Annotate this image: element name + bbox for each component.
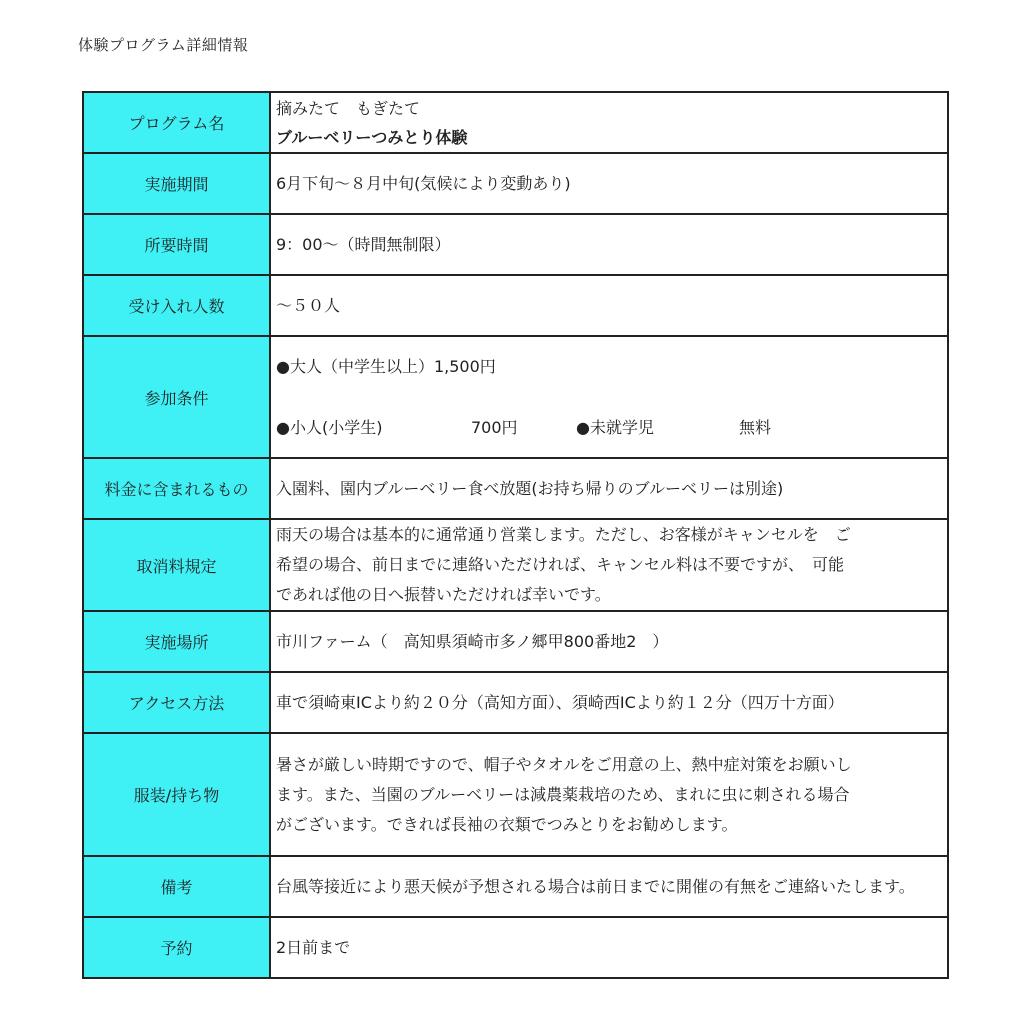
page-title: 体験プログラム詳細情報 bbox=[78, 36, 249, 54]
table-row bbox=[83, 611, 948, 672]
row-value: 6月下旬〜８月中旬(気候により変動あり) bbox=[270, 153, 948, 214]
row-label: 実施場所 bbox=[83, 611, 270, 672]
row-label: 取消料規定 bbox=[83, 519, 270, 611]
adult-fee: ●大人（中学生以上）1,500円 bbox=[276, 356, 496, 376]
row-value: 〜５０人 bbox=[270, 275, 948, 336]
row-value bbox=[270, 336, 948, 458]
row-label: 備考 bbox=[83, 856, 270, 917]
other-fees bbox=[276, 413, 941, 443]
cancellation-line: 希望の場合、前日までに連絡いただければ、キャンセル料は不要ですが、 可能 bbox=[276, 555, 845, 574]
row-value bbox=[270, 92, 948, 153]
row-value: 入園料、園内ブルーベリー食べ放題(お持ち帰りのブルーベリーは別途) bbox=[270, 458, 948, 519]
row-label: プログラム名 bbox=[83, 92, 270, 153]
program-name: ブルーベリーつみとり体験 bbox=[276, 127, 468, 147]
clothing-line: 暑さが厳しい時期ですので、帽子やタオルをご用意の上、熱中症対策をお願いし bbox=[276, 754, 852, 774]
clothing-line: がございます。できれば長袖の衣類でつみとりをお勧めします。 bbox=[276, 814, 738, 834]
table-row bbox=[83, 458, 948, 519]
row-label: 所要時間 bbox=[83, 214, 270, 275]
row-label: 参加条件 bbox=[83, 336, 270, 458]
row-label: 料金に含まれるもの bbox=[83, 458, 270, 519]
child-fee-price: 700円 bbox=[471, 417, 518, 437]
cancellation-line: 雨天の場合は基本的に通常通り営業します。ただし、お客様がキャンセルを ご bbox=[276, 525, 851, 544]
row-value: 市川ファーム（ 高知県須崎市多ノ郷甲800番地2 ） bbox=[270, 611, 948, 672]
cancellation-line: であれば他の日へ振替いただければ幸いです。 bbox=[276, 585, 611, 604]
preschool-fee-price: 無料 bbox=[739, 417, 772, 437]
table-row bbox=[83, 672, 948, 733]
table-row bbox=[83, 733, 948, 856]
clothing-line: ます。また、当園のブルーベリーは減農薬栽培のため、まれに虫に刺される場合 bbox=[276, 784, 850, 804]
table-row bbox=[83, 336, 948, 458]
preschool-fee-label: ●未就学児 bbox=[576, 417, 654, 437]
row-label: 服装/持ち物 bbox=[83, 733, 270, 856]
row-value bbox=[270, 519, 948, 611]
table-row bbox=[83, 856, 948, 917]
row-label: 実施期間 bbox=[83, 153, 270, 214]
table-row bbox=[83, 92, 948, 153]
row-label: 予約 bbox=[83, 917, 270, 978]
row-value: 車で須崎東ICより約２０分（高知方面）、須崎西ICより約１２分（四万十方面） bbox=[270, 672, 948, 733]
table-row bbox=[83, 153, 948, 214]
table-row bbox=[83, 214, 948, 275]
program-details-table bbox=[82, 91, 949, 979]
row-label: アクセス方法 bbox=[83, 672, 270, 733]
table-row bbox=[83, 917, 948, 978]
row-value: 台風等接近により悪天候が予想される場合は前日までに開催の有無をご連絡いたします。 bbox=[270, 856, 948, 917]
row-value bbox=[270, 733, 948, 856]
program-subtitle: 摘みたて もぎたて bbox=[276, 98, 421, 118]
row-label: 受け入れ人数 bbox=[83, 275, 270, 336]
table-row bbox=[83, 519, 948, 611]
row-value: 9：00〜（時間無制限） bbox=[270, 214, 948, 275]
row-value: 2日前まで bbox=[270, 917, 948, 978]
table-row bbox=[83, 275, 948, 336]
child-fee-label: ●小人(小学生) bbox=[276, 417, 383, 437]
